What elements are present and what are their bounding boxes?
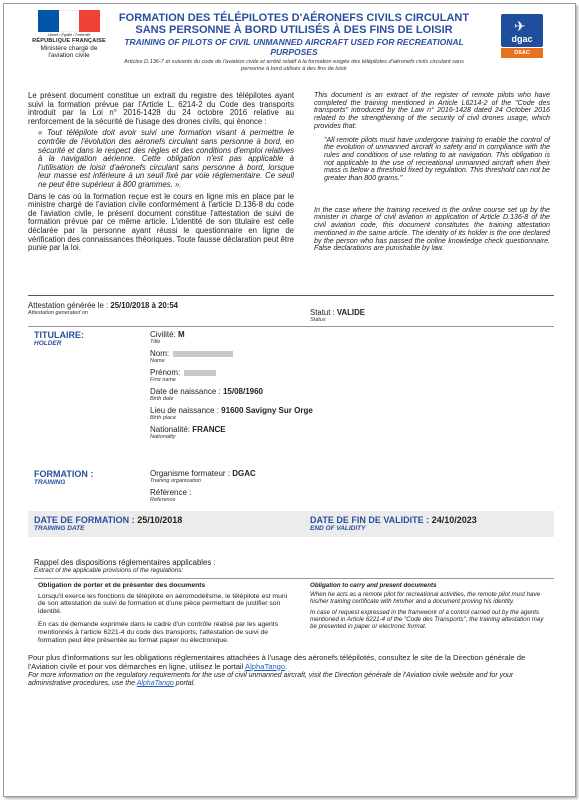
training-date — [34, 515, 182, 532]
holder-title: TITULAIRE: — [34, 330, 84, 340]
intro-fr-paragraph-2: Dans le cas où la formation reçue est le cours en ligne mis en place par le ministre chargé de l'aviation civile conformément à l'article D.136-8 du code de l'aviation civile, le présent document constitue l'attestation de suivi de formation prévue par ce même article. L'identité de son titulaire est celle déclarée par la personne ayant réussi le questionnaire en ligne de vérification des connaissances théoriques. Toute fausse déclaration peut être punie par la loi. — [28, 191, 294, 253]
training-date-sub: TRAINING DATE — [34, 525, 85, 532]
name-sub: Name — [150, 358, 165, 364]
birthplace-label: Lieu de naissance : — [150, 406, 219, 415]
title-en: TRAINING OF PILOTS OF CIVIL UNMANNED AIRCRAFT USED FOR RECREATIONAL PURPOSES — [124, 37, 464, 57]
birthdate-label: Date de naissance : — [150, 387, 221, 396]
training-title: FORMATION : — [34, 469, 94, 479]
footer-en-text: For more information on the regulatory requirements for the use of civil unmanned aircraft, visit the Direction générale de l'Aviation civile website and for your administrative procedures, use the — [28, 672, 514, 688]
ref-label: Référence : — [150, 488, 192, 497]
rules-french — [38, 582, 294, 644]
birthdate-sub: Birth date — [150, 396, 174, 402]
footer — [28, 654, 554, 688]
firstname-sub: First name — [150, 377, 176, 383]
intro-english — [314, 92, 550, 253]
republique-francaise-logo — [32, 10, 106, 59]
plane-icon: ✈ — [514, 18, 526, 34]
rules-en-paragraph-1: When he acts as a remote pilot for recreational activities, the remote pilot must have his/her training certificate with him/her and a document proving his identity. — [310, 591, 541, 605]
generated-sub: Attestation generated on — [28, 310, 88, 316]
rules-en-title: Obligation to carry and present documents — [310, 582, 437, 589]
divider — [28, 295, 554, 296]
nationality-value: FRANCE — [192, 425, 226, 434]
birthplace-value: 91600 Savigny Sur Orge — [221, 406, 313, 415]
validity-date — [310, 515, 477, 532]
holder-section-title — [34, 330, 84, 347]
rf-motto: Liberté • Égalité • Fraternité — [47, 33, 91, 37]
legal-reference: Articles D.136-7 et suivants du code de l'aviation civile et arrêté relatif à la formation exigée des télépilotes d'aéronefs civils circulant sans personne à bord utilisés à des fins de loisir — [124, 59, 464, 72]
name-label: Nom: — [150, 349, 170, 358]
name-redacted — [173, 351, 233, 357]
rf-name: RÉPUBLIQUE FRANÇAISE — [32, 38, 106, 44]
holder-fields — [150, 330, 450, 440]
birthdate-value: 15/08/1960 — [222, 387, 263, 396]
dgac-logo — [501, 14, 543, 58]
footer-en — [28, 672, 554, 688]
footer-en-end: portal. — [173, 680, 196, 688]
footer-fr — [28, 654, 554, 671]
rules-en-paragraph-2: In case of request expressed in the framework of a control carried out by the agents mentioned in Article 6221-4 of the "Code des Transports", the training attestation may be presented in paper or electronic format. — [310, 609, 544, 630]
validity-sub: END OF VALIDITY — [310, 525, 366, 532]
dgac-label: dgac — [511, 34, 533, 44]
training-date-label: DATE DE FORMATION : — [34, 515, 135, 525]
org-label: Organisme formateur : — [150, 469, 231, 478]
birthplace-sub: Birth place — [150, 415, 176, 421]
intro-fr-quote: « Tout télépilote doit avoir suivi une formation visant à permettre le contrôle de l'évolution des aéronefs circulant sans personne à bord, en sécurité et dans le respect des règles et des conditions d'emploi relatives à la navigation aérienne. Cette obligation n'est pas applicable à l'utilisation de loisir d'aéronefs circulant sans personne à bord, lorsque leur masse est inférieure à un seuil fixé par voie réglementaire. Ce seuil ne peut être supérieur à 800 grammes. ». — [38, 128, 294, 189]
nationality-label: Nationalité: — [150, 425, 191, 434]
document-title-block — [114, 12, 474, 72]
intro-en-paragraph-2: In the case where the training received is the online course set up by the minister in charge of civil aviation in application of Article D.136-8 of the civil aviation code, this document constitutes the training attestation mentioned in the same article. The identity of its holder is the one declared by the person who has passed the online knowledge check questionnaire. False declarations are punishable by law. — [314, 205, 550, 253]
rules-heading-fr: Rappel des dispositions réglementaires applicables : — [34, 558, 216, 567]
generated-label: Attestation générée le : — [28, 301, 109, 310]
validity-value: 24/10/2023 — [431, 515, 477, 525]
status-label: Statut : — [310, 308, 335, 317]
attestation-generated — [28, 301, 178, 316]
dsac-label: DSAC — [501, 48, 543, 58]
divider — [28, 326, 554, 327]
ref-sub: Reference — [150, 497, 176, 503]
divider — [34, 578, 554, 579]
nationality-sub: Nationality — [150, 434, 176, 440]
status-value: VALIDE — [336, 308, 365, 317]
intro-en-paragraph-1: This document is an extract of the register of remote pilots who have completed the training mentioned in Article L6214-2 of the "Code des transports" introduced by the Law n° 2016-1428 dated 24 October 2016 related to the strengthening of the security of civil drones usage, which provides that: — [314, 91, 550, 130]
alphatango-link-fr[interactable]: AlphaTango — [245, 661, 286, 671]
rules-english — [310, 582, 550, 630]
ministry-name: Ministère chargé de l'aviation civile — [40, 45, 98, 59]
french-flag-icon — [38, 10, 100, 32]
alphatango-link-en[interactable]: AlphaTango — [136, 680, 174, 688]
footer-fr-text: Pour plus d'informations sur les obligations réglementaires attachées à l'usage des aéronefs télépilotés, consultez le site de la Direction générale de l'Aviation civile et pour vos démarches en ligne, utilisez le portail — [28, 653, 526, 671]
rules-fr-paragraph-1: Lorsqu'il exerce les fonctions de télépilote en aéromodélisme, le télépilote est muni de son attestation de suivi de formation et d'une pièce permettant de justifier son identité. — [38, 592, 288, 615]
rules-fr-title: Obligation de porter et de présenter des documents — [38, 582, 206, 589]
civility-label: Civilité: — [150, 330, 176, 339]
footer-fr-end: . — [285, 661, 288, 671]
org-value: DGAC — [232, 469, 256, 478]
title-fr: FORMATION DES TÉLÉPILOTES D'AÉRONEFS CIVILS CIRCULANT SANS PERSONNE À BORD UTILISÉS À DES FINS DE LOISIR — [118, 12, 470, 36]
civility-value: M — [178, 330, 185, 339]
rules-heading-en: Extract of the applicable provisions of the regulations: — [34, 567, 184, 574]
status-sub: Status — [310, 317, 326, 323]
firstname-redacted — [184, 370, 216, 376]
intro-french — [28, 92, 294, 253]
org-sub: Training organisation — [150, 478, 201, 484]
validity-label: DATE DE FIN DE VALIDITE : — [310, 515, 430, 525]
training-subtitle: TRAINING — [34, 479, 66, 486]
training-section-title — [34, 469, 93, 486]
training-date-value: 25/10/2018 — [137, 515, 183, 525]
firstname-label: Prénom: — [150, 368, 181, 377]
rules-heading — [34, 558, 216, 574]
training-fields — [150, 469, 450, 503]
holder-subtitle: HOLDER — [34, 340, 62, 347]
intro-fr-paragraph-1: Le présent document constitue un extrait du registre des télépilotes ayant suivi la formation prévue par l'Article L. 6214-2 du Code des transports introduit par la Loi n° 2016-1428 du 24 octobre 2016 relative au renforcement de la sécurité de l'usage des drones civils, qui énonce : — [28, 91, 294, 126]
civility-sub: Title — [150, 339, 161, 345]
rules-fr-paragraph-2: En cas de demande exprimée dans le cadre d'un contrôle réalisé par les agents mentionnés à l'article 6221-4 du code des transports, l'attestation de suivi de formation peut être présentée au format papier ou électronique. — [38, 621, 279, 644]
generated-value: 25/10/2018 à 20:54 — [110, 301, 179, 310]
attestation-status — [310, 308, 365, 323]
intro-en-quote: "All remote pilots must have undergone training to enable the control of the evolution of unmanned aircraft in safety and in compliance with the rules and conditions of use relating to air navigation. This obligation is not applicable to the use of recreational unmanned aircraft when their mass is below a threshold fixed by regulation. This threshold can not be greater than 800 grams." — [324, 135, 550, 183]
certificate-page — [3, 3, 576, 797]
